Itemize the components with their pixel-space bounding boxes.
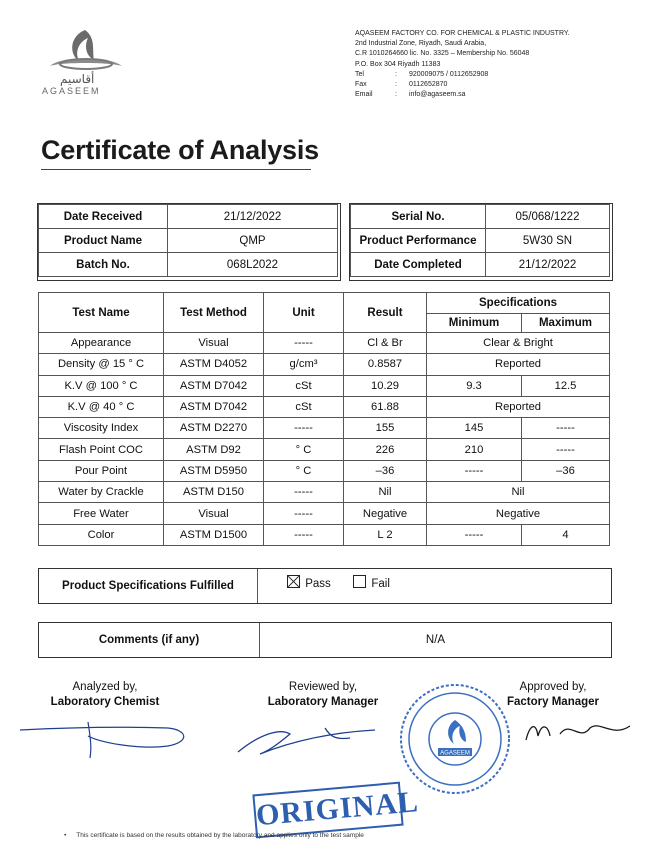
test-name-cell: Appearance [39,333,164,354]
contact-email: Email : info@agaseem.sa [355,91,466,99]
original-stamp: ORIGINAL [252,782,403,839]
test-row [39,375,610,396]
test-result-cell: 155 [344,418,427,439]
test-spec-cell: Nil [427,482,610,503]
signature-caption: Analyzed by, [72,681,138,693]
test-result-cell: 61.88 [344,396,427,417]
test-method-cell: Visual [164,503,264,524]
test-min-cell: ----- [427,524,522,545]
footer-note: • This certificate is based on the results obtained by the laboratory and applies only to the test sample [64,832,364,839]
test-spec-cell: Negative [427,503,610,524]
test-result-cell: Negative [344,503,427,524]
test-name-cell: Free Water [39,503,164,524]
test-name-cell: Viscosity Index [39,418,164,439]
info-key: Batch No. [39,253,168,277]
test-row [39,524,610,545]
company-details [355,29,570,100]
test-name-cell: Color [39,524,164,545]
seal-text: AGASEEM [440,750,470,757]
test-method-cell: ASTM D7042 [164,396,264,417]
pass-label: Pass [305,578,331,590]
signature-role: Laboratory Chemist [50,696,160,708]
signature-caption: Approved by, [519,681,587,693]
test-unit-cell: ----- [264,482,344,503]
info-key: Product Name [39,229,168,253]
test-method-cell: ASTM D7042 [164,375,264,396]
col-specifications: Specifications [427,293,610,314]
test-method-cell: ASTM D1500 [164,524,264,545]
test-row [39,439,610,460]
col-maximum: Maximum [522,314,610,333]
test-name-cell: K.V @ 40 ° C [39,396,164,417]
info-value: 05/068/1222 [486,205,610,229]
col-minimum: Minimum [427,314,522,333]
test-unit-cell: ----- [264,524,344,545]
page-title: Certificate of Analysis [41,135,319,165]
test-method-cell: ASTM D4052 [164,354,264,375]
info-row [351,229,610,253]
test-min-cell: 210 [427,439,522,460]
col-test-name: Test Name [39,293,164,333]
info-value: 21/12/2022 [486,253,610,277]
test-unit-cell: ----- [264,418,344,439]
signature-caption: Reviewed by, [288,681,358,693]
logo-arabic-text: أقاسيم [60,72,95,86]
specifications-fulfilled [38,568,612,604]
info-row [39,205,338,229]
info-value: 5W30 SN [486,229,610,253]
test-result-cell: L 2 [344,524,427,545]
test-row [39,460,610,481]
test-spec-cell: Reported [427,354,610,375]
info-value: 21/12/2022 [168,205,338,229]
test-result-cell: –36 [344,460,427,481]
test-row [39,354,610,375]
company-name: AQASEEM FACTORY CO. FOR CHEMICAL & PLASTIC INDUSTRY. [355,30,570,37]
test-result-cell: Nil [344,482,427,503]
test-method-cell: ASTM D5950 [164,460,264,481]
test-spec-cell: Clear & Bright [427,333,610,354]
signature-reviewed [258,681,388,708]
comments-label: Comments (if any) [39,623,260,657]
info-row [39,253,338,277]
test-row [39,396,610,417]
info-key: Serial No. [351,205,486,229]
test-unit-cell: cSt [264,375,344,396]
test-method-cell: ASTM D150 [164,482,264,503]
comments-value: N/A [425,634,446,646]
company-address: 2nd Industrial Zone, Riyadh, Saudi Arabia, [355,40,487,48]
test-result-cell: 10.29 [344,375,427,396]
company-po-box: P.O. Box 304 Riyadh 11383 [355,60,441,68]
test-min-cell: ----- [427,460,522,481]
test-unit-cell: ----- [264,503,344,524]
col-unit: Unit [264,293,344,333]
test-name-cell: K.V @ 100 ° C [39,375,164,396]
test-method-cell: ASTM D92 [164,439,264,460]
test-result-cell: 226 [344,439,427,460]
test-unit-cell: ° C [264,460,344,481]
signature-role: Laboratory Manager [267,696,379,708]
info-row [351,253,610,277]
info-row [351,205,610,229]
col-test-method: Test Method [164,293,264,333]
col-result: Result [344,293,427,333]
info-table-right [350,204,610,277]
test-unit-cell: g/cm³ [264,354,344,375]
info-value: 068L2022 [168,253,338,277]
test-max-cell: ----- [522,439,610,460]
test-method-cell: ASTM D2270 [164,418,264,439]
pass-fail-options [287,575,390,590]
test-max-cell: 4 [522,524,610,545]
fulfilled-label: Product Specifications Fulfilled [39,569,258,603]
company-logo [30,26,140,100]
test-result-cell: 0.8587 [344,354,427,375]
test-method-cell: Visual [164,333,264,354]
pass-checkbox[interactable] [287,575,300,588]
contact-fax: Fax : 0112652870 [355,81,448,89]
manager-signature-icon [520,712,640,752]
company-seal-icon [398,682,512,796]
test-name-cell: Flash Point COC [39,439,164,460]
test-name-cell: Pour Point [39,460,164,481]
test-row [39,418,610,439]
company-registration: C.R 1010264660 lic. No. 3325 – Membership No. 56048 [355,50,530,58]
info-table-left [38,204,338,277]
test-max-cell: –36 [522,460,610,481]
test-max-cell: 12.5 [522,375,610,396]
test-row [39,482,610,503]
test-name-cell: Density @ 15 ° C [39,354,164,375]
info-row [39,229,338,253]
test-row [39,333,610,354]
info-key: Date Completed [351,253,486,277]
logo-latin-text: AGASEEM [42,86,101,96]
test-result-cell: Cl & Br [344,333,427,354]
test-unit-cell: cSt [264,396,344,417]
signature-role: Factory Manager [506,696,600,708]
fail-label: Fail [371,578,390,590]
comments-box [38,622,612,658]
test-spec-cell: Reported [427,396,610,417]
contact-tel: Tel : 920009075 / 0112652908 [355,70,489,78]
test-name-cell: Water by Crackle [39,482,164,503]
reviewer-signature-icon [230,718,380,760]
chemist-signature-icon [18,712,208,762]
test-min-cell: 9.3 [427,375,522,396]
test-unit-cell: ° C [264,439,344,460]
fail-checkbox[interactable] [353,575,366,588]
info-key: Date Received [39,205,168,229]
test-max-cell: ----- [522,418,610,439]
test-unit-cell: ----- [264,333,344,354]
title-underline [41,169,311,170]
signature-analyzed [40,681,170,708]
test-results-table [38,292,610,546]
info-value: QMP [168,229,338,253]
test-row [39,503,610,524]
info-key: Product Performance [351,229,486,253]
test-min-cell: 145 [427,418,522,439]
